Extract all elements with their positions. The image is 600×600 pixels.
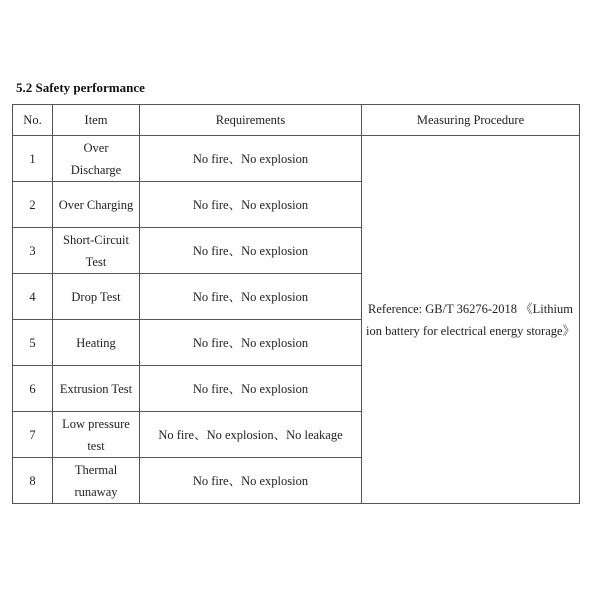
cell-no: 1 <box>13 136 53 182</box>
cell-item: Thermal runaway <box>53 458 140 504</box>
cell-item: Over Discharge <box>53 136 140 182</box>
header-procedure: Measuring Procedure <box>362 105 580 136</box>
header-requirements: Requirements <box>140 105 362 136</box>
table-header-row <box>13 105 580 136</box>
cell-no: 7 <box>13 412 53 458</box>
cell-no: 5 <box>13 320 53 366</box>
procedure-text: Reference: GB/T 36276-2018 《Lithium ion battery for electrical energy storage》 <box>366 301 576 338</box>
cell-requirements: No fire、No explosion <box>140 136 362 182</box>
header-no: No. <box>13 105 53 136</box>
cell-requirements: No fire、No explosion <box>140 458 362 504</box>
cell-item: Heating <box>53 320 140 366</box>
table-row <box>13 136 580 182</box>
cell-requirements: No fire、No explosion <box>140 228 362 274</box>
cell-no: 2 <box>13 182 53 228</box>
cell-requirements: No fire、No explosion <box>140 182 362 228</box>
cell-item: Extrusion Test <box>53 366 140 412</box>
cell-item: Low pressure test <box>53 412 140 458</box>
cell-item: Drop Test <box>53 274 140 320</box>
header-item: Item <box>53 105 140 136</box>
cell-no: 6 <box>13 366 53 412</box>
cell-no: 8 <box>13 458 53 504</box>
cell-requirements: No fire、No explosion <box>140 366 362 412</box>
cell-requirements: No fire、No explosion、No leakage <box>140 412 362 458</box>
cell-requirements: No fire、No explosion <box>140 320 362 366</box>
cell-no: 3 <box>13 228 53 274</box>
cell-no: 4 <box>13 274 53 320</box>
cell-item: Over Charging <box>53 182 140 228</box>
cell-item: Short-Circuit Test <box>53 228 140 274</box>
section-title: 5.2 Safety performance <box>16 80 145 95</box>
cell-requirements: No fire、No explosion <box>140 274 362 320</box>
cell-procedure <box>362 136 580 504</box>
safety-performance-table <box>12 104 580 504</box>
